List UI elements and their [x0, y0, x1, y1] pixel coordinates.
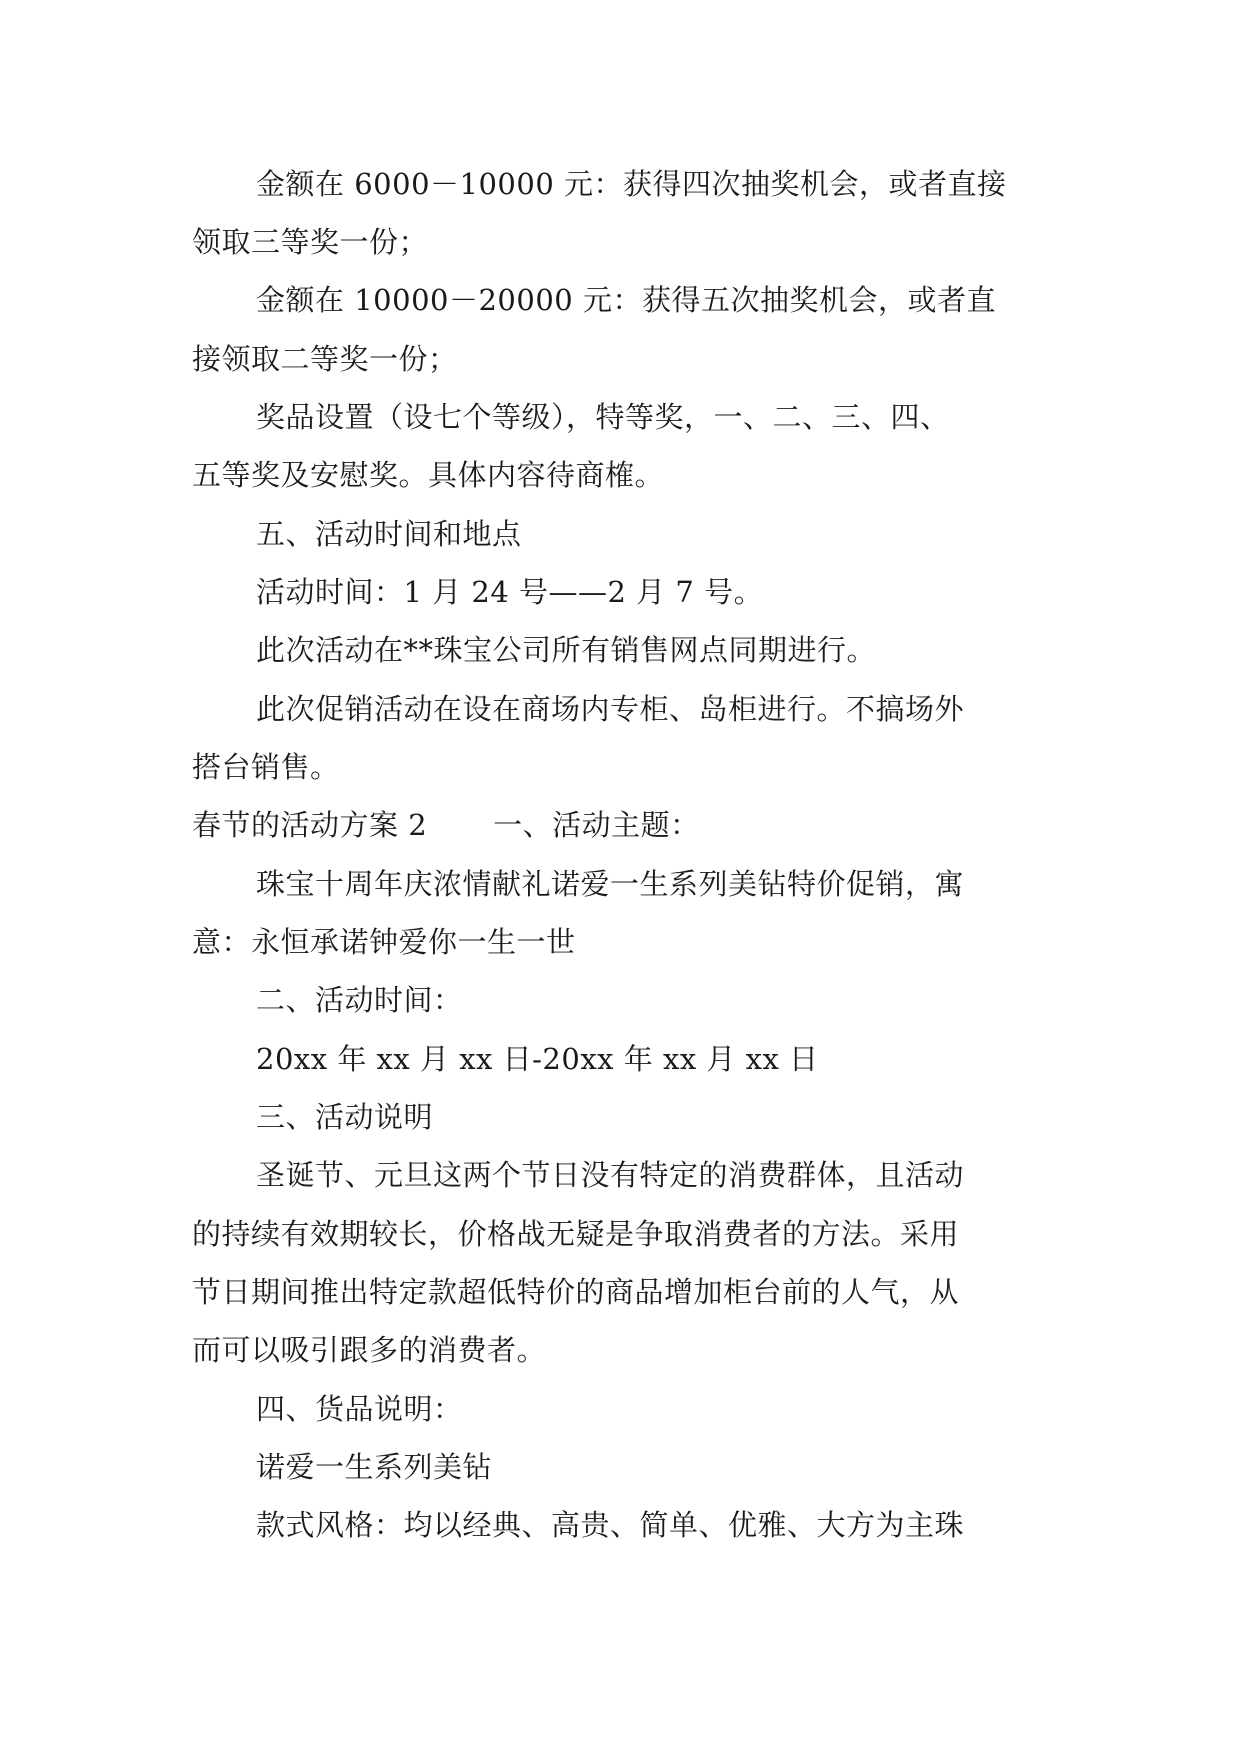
paragraph-line: 节日期间推出特定款超低特价的商品增加柜台前的人气，从	[192, 1275, 960, 1309]
section-heading: 四、货品说明：	[256, 1392, 463, 1426]
paragraph-line: 五等奖及安慰奖。具体内容待商榷。	[192, 458, 665, 492]
section-title-line	[192, 805, 1052, 845]
section-heading: 二、活动时间：	[256, 983, 463, 1017]
paragraph-line: 意：永恒承诺钟爱你一生一世	[192, 925, 576, 959]
paragraph-line: 款式风格：均以经典、高贵、简单、优雅、大方为主珠	[256, 1508, 965, 1542]
paragraph-line: 金额在 10000－20000 元：获得五次抽奖机会，或者直	[256, 283, 996, 317]
paragraph-line: 而可以吸引跟多的消费者。	[192, 1333, 547, 1367]
paragraph-line: 此次活动在**珠宝公司所有销售网点同期进行。	[256, 633, 877, 667]
paragraph-line: 搭台销售。	[192, 750, 340, 784]
paragraph-line: 珠宝十周年庆浓情献礼诺爱一生系列美钻特价促销，寓	[256, 867, 965, 901]
paragraph-line: 的持续有效期较长，价格战无疑是争取消费者的方法。采用	[192, 1217, 960, 1251]
paragraph-line: 活动时间：1 月 24 号——2 月 7 号。	[256, 575, 764, 609]
document-section-title: 春节的活动方案 2	[192, 808, 428, 842]
section-heading: 三、活动说明	[256, 1100, 434, 1134]
paragraph-line: 接领取二等奖一份；	[192, 342, 458, 376]
paragraph-line: 奖品设置（设七个等级），特等奖，一、二、三、四、	[256, 400, 950, 434]
paragraph-line: 领取三等奖一份；	[192, 225, 429, 259]
paragraph-line: 金额在 6000－10000 元：获得四次抽奖机会，或者直接	[256, 167, 1007, 201]
paragraph-line: 诺爱一生系列美钻	[256, 1450, 493, 1484]
section-heading: 五、活动时间和地点	[256, 517, 522, 551]
section-heading: 一、活动主题：	[493, 808, 700, 842]
paragraph-line: 圣诞节、元旦这两个节日没有特定的消费群体，且活动	[256, 1158, 965, 1192]
paragraph-line: 20xx 年 xx 月 xx 日-20xx 年 xx 月 xx 日	[256, 1042, 819, 1076]
paragraph-line: 此次促销活动在设在商场内专柜、岛柜进行。不搞场外	[256, 692, 965, 726]
